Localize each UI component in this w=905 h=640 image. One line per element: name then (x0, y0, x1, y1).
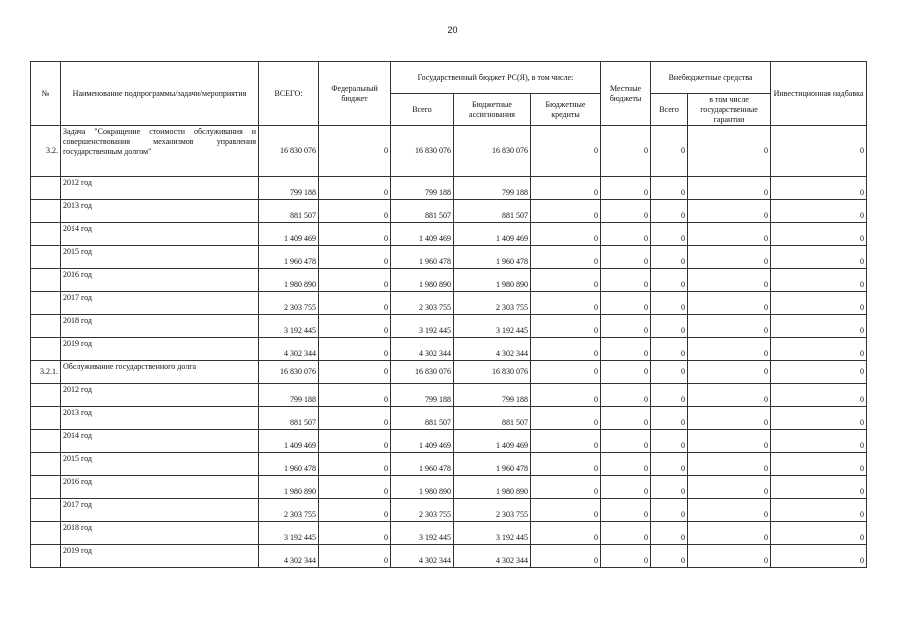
row-value-cell: 799 188 (454, 177, 531, 200)
row-value-cell: 1 960 478 (454, 246, 531, 269)
row-number (31, 407, 61, 430)
table-row (31, 269, 867, 292)
row-number (31, 522, 61, 545)
row-value-cell: 0 (531, 476, 601, 499)
row-name: 2014 год (61, 430, 259, 453)
table-row (31, 522, 867, 545)
row-value-cell: 0 (531, 292, 601, 315)
row-value-cell: 0 (319, 407, 391, 430)
row-value-cell: 0 (771, 315, 867, 338)
row-value-cell: 0 (688, 246, 771, 269)
table-row (31, 292, 867, 315)
row-value-cell: 16 830 076 (391, 361, 454, 384)
row-value-cell: 16 830 076 (259, 361, 319, 384)
row-value-cell: 881 507 (391, 200, 454, 223)
row-number (31, 223, 61, 246)
row-value-cell: 0 (688, 430, 771, 453)
row-value-cell: 1 980 890 (454, 269, 531, 292)
row-value-cell: 1 960 478 (391, 453, 454, 476)
row-value-cell: 0 (319, 126, 391, 177)
row-value-cell: 0 (771, 338, 867, 361)
row-value-cell: 0 (651, 315, 688, 338)
row-name: 2018 год (61, 315, 259, 338)
row-value-cell: 881 507 (454, 200, 531, 223)
row-value-cell: 0 (531, 200, 601, 223)
table-row (31, 384, 867, 407)
row-value-cell: 0 (601, 338, 651, 361)
table-row (31, 361, 867, 384)
row-value-cell: 0 (771, 430, 867, 453)
row-value-cell: 0 (319, 269, 391, 292)
row-value-cell: 0 (651, 522, 688, 545)
header-state-budget: Государственный бюджет РС(Я), в том числе: (391, 62, 601, 94)
row-value-cell: 0 (771, 499, 867, 522)
row-value-cell: 0 (531, 223, 601, 246)
row-number: 3.2.1. (31, 361, 61, 384)
row-value-cell: 0 (319, 545, 391, 568)
row-value-cell: 2 303 755 (259, 499, 319, 522)
header-extra-total: Всего (651, 94, 688, 126)
row-number (31, 499, 61, 522)
row-value-cell: 0 (319, 453, 391, 476)
row-number (31, 292, 61, 315)
row-value-cell: 0 (771, 476, 867, 499)
row-name: Задача "Сокращение стоимости обслуживания и совершенствования механизмов управления государственным долгом" (61, 126, 259, 177)
table-row (31, 407, 867, 430)
row-value-cell: 0 (651, 177, 688, 200)
row-value-cell: 881 507 (391, 407, 454, 430)
table-body (31, 126, 867, 568)
row-value-cell: 1 980 890 (259, 476, 319, 499)
row-value-cell: 0 (688, 361, 771, 384)
row-number (31, 200, 61, 223)
header-state-assignments: Бюджетные ассигнования (454, 94, 531, 126)
row-number (31, 384, 61, 407)
row-value-cell: 0 (319, 292, 391, 315)
header-state-total: Всего (391, 94, 454, 126)
row-number: 3.2. (31, 126, 61, 177)
row-name: 2019 год (61, 338, 259, 361)
row-value-cell: 2 303 755 (391, 292, 454, 315)
row-value-cell: 0 (601, 430, 651, 453)
row-value-cell: 0 (688, 126, 771, 177)
row-value-cell: 1 980 890 (454, 476, 531, 499)
row-value-cell: 881 507 (259, 407, 319, 430)
table-row (31, 476, 867, 499)
row-number (31, 545, 61, 568)
row-value-cell: 0 (319, 246, 391, 269)
header-investment: Инвестиционная надбавка (771, 62, 867, 126)
row-name: Обслуживание государственного долга (61, 361, 259, 384)
row-value-cell: 0 (771, 453, 867, 476)
row-value-cell: 1 960 478 (454, 453, 531, 476)
table-row (31, 453, 867, 476)
table-row (31, 246, 867, 269)
row-value-cell: 0 (319, 522, 391, 545)
row-value-cell: 0 (601, 200, 651, 223)
header-state-credits: Бюджетные кредиты (531, 94, 601, 126)
row-name: 2018 год (61, 522, 259, 545)
table-row (31, 338, 867, 361)
row-value-cell: 0 (651, 126, 688, 177)
row-value-cell: 799 188 (259, 384, 319, 407)
table-row (31, 430, 867, 453)
row-value-cell: 0 (531, 407, 601, 430)
row-value-cell: 0 (651, 338, 688, 361)
row-value-cell: 0 (531, 499, 601, 522)
row-value-cell: 0 (771, 522, 867, 545)
row-value-cell: 0 (319, 338, 391, 361)
table-row (31, 126, 867, 177)
row-value-cell: 1 980 890 (391, 269, 454, 292)
row-number (31, 453, 61, 476)
table-row (31, 315, 867, 338)
row-value-cell: 0 (319, 499, 391, 522)
row-value-cell: 0 (688, 200, 771, 223)
row-value-cell: 0 (319, 223, 391, 246)
row-value-cell: 4 302 344 (454, 545, 531, 568)
row-value-cell: 0 (601, 269, 651, 292)
row-value-cell: 0 (531, 545, 601, 568)
row-value-cell: 4 302 344 (454, 338, 531, 361)
row-value-cell: 0 (688, 545, 771, 568)
row-value-cell: 0 (531, 177, 601, 200)
row-value-cell: 0 (651, 476, 688, 499)
row-value-cell: 0 (601, 384, 651, 407)
row-value-cell: 0 (651, 407, 688, 430)
row-value-cell: 0 (688, 384, 771, 407)
row-value-cell: 16 830 076 (259, 126, 319, 177)
row-value-cell: 1 980 890 (259, 269, 319, 292)
row-value-cell: 0 (601, 246, 651, 269)
row-number (31, 430, 61, 453)
row-name: 2017 год (61, 292, 259, 315)
row-value-cell: 0 (651, 269, 688, 292)
row-value-cell: 0 (531, 126, 601, 177)
row-value-cell: 0 (651, 246, 688, 269)
row-value-cell: 3 192 445 (259, 522, 319, 545)
header-name: Наименование подпрограммы/задачи/мероприятия (61, 62, 259, 126)
row-name: 2019 год (61, 545, 259, 568)
row-value-cell: 0 (601, 407, 651, 430)
row-value-cell: 0 (688, 269, 771, 292)
row-value-cell: 2 303 755 (259, 292, 319, 315)
row-name: 2012 год (61, 384, 259, 407)
row-value-cell: 0 (688, 177, 771, 200)
row-value-cell: 16 830 076 (454, 361, 531, 384)
row-name: 2013 год (61, 200, 259, 223)
table-header (31, 62, 867, 126)
row-value-cell: 0 (319, 177, 391, 200)
row-value-cell: 0 (688, 292, 771, 315)
row-value-cell: 0 (531, 361, 601, 384)
row-value-cell: 0 (651, 430, 688, 453)
row-value-cell: 0 (688, 315, 771, 338)
row-value-cell: 0 (319, 361, 391, 384)
row-value-cell: 0 (601, 361, 651, 384)
row-value-cell: 0 (771, 269, 867, 292)
table-row (31, 177, 867, 200)
row-value-cell: 4 302 344 (391, 338, 454, 361)
row-value-cell: 4 302 344 (391, 545, 454, 568)
row-number (31, 177, 61, 200)
budget-table (30, 61, 867, 568)
row-value-cell: 0 (531, 522, 601, 545)
table-row (31, 499, 867, 522)
row-value-cell: 0 (688, 522, 771, 545)
row-value-cell: 0 (601, 126, 651, 177)
row-value-cell: 881 507 (454, 407, 531, 430)
row-value-cell: 0 (688, 453, 771, 476)
row-name: 2016 год (61, 476, 259, 499)
row-value-cell: 0 (531, 384, 601, 407)
row-value-cell: 0 (531, 269, 601, 292)
row-value-cell: 0 (651, 361, 688, 384)
row-value-cell: 0 (601, 292, 651, 315)
row-value-cell: 3 192 445 (259, 315, 319, 338)
row-value-cell: 799 188 (391, 177, 454, 200)
row-value-cell: 1 409 469 (259, 223, 319, 246)
row-value-cell: 16 830 076 (391, 126, 454, 177)
row-value-cell: 0 (319, 315, 391, 338)
row-value-cell: 799 188 (454, 384, 531, 407)
row-value-cell: 0 (651, 384, 688, 407)
header-total: ВСЕГО: (259, 62, 319, 126)
row-number (31, 315, 61, 338)
row-value-cell: 0 (771, 126, 867, 177)
row-value-cell: 0 (688, 338, 771, 361)
row-value-cell: 0 (771, 177, 867, 200)
row-value-cell: 0 (601, 223, 651, 246)
row-value-cell: 0 (531, 430, 601, 453)
row-value-cell: 0 (601, 499, 651, 522)
row-value-cell: 0 (601, 545, 651, 568)
row-value-cell: 0 (771, 200, 867, 223)
table-row (31, 223, 867, 246)
row-number (31, 476, 61, 499)
row-value-cell: 0 (601, 453, 651, 476)
row-value-cell: 0 (531, 246, 601, 269)
row-value-cell: 0 (601, 476, 651, 499)
row-number (31, 246, 61, 269)
row-value-cell: 881 507 (259, 200, 319, 223)
row-value-cell: 2 303 755 (454, 292, 531, 315)
header-local: Местные бюджеты (601, 62, 651, 126)
row-name: 2012 год (61, 177, 259, 200)
table-row (31, 200, 867, 223)
header-federal: Федеральный бюджет (319, 62, 391, 126)
row-value-cell: 3 192 445 (454, 522, 531, 545)
row-value-cell: 0 (771, 361, 867, 384)
row-value-cell: 2 303 755 (454, 499, 531, 522)
row-name: 2013 год (61, 407, 259, 430)
row-name: 2015 год (61, 246, 259, 269)
row-value-cell: 0 (771, 545, 867, 568)
row-value-cell: 1 409 469 (391, 223, 454, 246)
row-value-cell: 0 (651, 499, 688, 522)
row-value-cell: 799 188 (391, 384, 454, 407)
row-value-cell: 0 (651, 223, 688, 246)
row-value-cell: 4 302 344 (259, 338, 319, 361)
row-value-cell: 1 409 469 (454, 430, 531, 453)
row-value-cell: 1 960 478 (391, 246, 454, 269)
row-number (31, 269, 61, 292)
row-value-cell: 1 960 478 (259, 453, 319, 476)
row-value-cell: 0 (319, 384, 391, 407)
row-value-cell: 1 960 478 (259, 246, 319, 269)
header-extrabudget: Внебюджетные средства (651, 62, 771, 94)
row-value-cell: 0 (688, 407, 771, 430)
row-value-cell: 0 (651, 453, 688, 476)
row-value-cell: 0 (688, 499, 771, 522)
row-value-cell: 0 (771, 384, 867, 407)
table-row (31, 545, 867, 568)
row-value-cell: 2 303 755 (391, 499, 454, 522)
row-value-cell: 3 192 445 (391, 315, 454, 338)
row-value-cell: 0 (771, 223, 867, 246)
row-value-cell: 0 (319, 476, 391, 499)
row-value-cell: 0 (651, 545, 688, 568)
row-value-cell: 0 (319, 430, 391, 453)
row-name: 2017 год (61, 499, 259, 522)
row-value-cell: 3 192 445 (391, 522, 454, 545)
row-value-cell: 0 (319, 200, 391, 223)
row-value-cell: 0 (601, 522, 651, 545)
row-value-cell: 0 (771, 246, 867, 269)
row-value-cell: 4 302 344 (259, 545, 319, 568)
row-name: 2015 год (61, 453, 259, 476)
row-number (31, 338, 61, 361)
header-extra-guarantees: в том числе государственные гарантии (688, 94, 771, 126)
row-value-cell: 0 (601, 315, 651, 338)
row-value-cell: 1 409 469 (454, 223, 531, 246)
row-value-cell: 0 (601, 177, 651, 200)
row-value-cell: 1 980 890 (391, 476, 454, 499)
row-value-cell: 0 (771, 407, 867, 430)
row-name: 2016 год (61, 269, 259, 292)
row-value-cell: 1 409 469 (391, 430, 454, 453)
row-value-cell: 16 830 076 (454, 126, 531, 177)
row-value-cell: 0 (651, 292, 688, 315)
row-value-cell: 0 (688, 476, 771, 499)
row-name: 2014 год (61, 223, 259, 246)
row-value-cell: 0 (531, 315, 601, 338)
row-value-cell: 1 409 469 (259, 430, 319, 453)
row-value-cell: 0 (651, 200, 688, 223)
header-num: № (31, 62, 61, 126)
row-value-cell: 0 (531, 338, 601, 361)
row-value-cell: 0 (771, 292, 867, 315)
row-value-cell: 799 188 (259, 177, 319, 200)
row-value-cell: 3 192 445 (454, 315, 531, 338)
page-number: 20 (447, 25, 458, 35)
row-value-cell: 0 (531, 453, 601, 476)
row-value-cell: 0 (688, 223, 771, 246)
